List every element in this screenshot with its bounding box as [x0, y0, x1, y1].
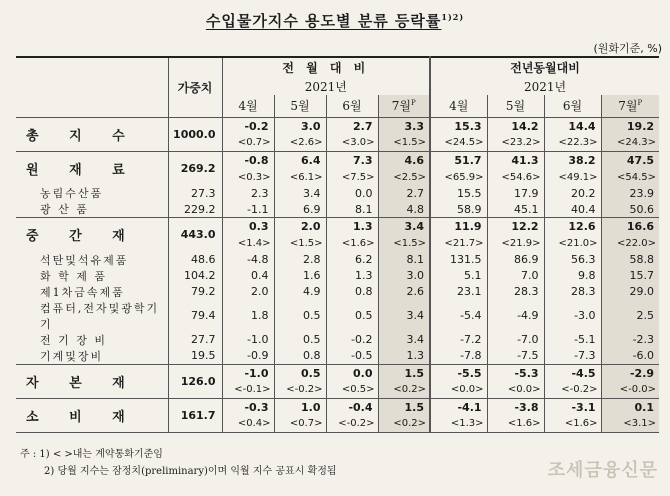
row-value: 2.6 — [378, 284, 430, 300]
row-value: 0.5 — [274, 332, 326, 348]
contract-currency-value: <0.7> — [274, 416, 326, 432]
contract-currency-value: <3.0> — [326, 135, 378, 151]
contract-currency-value: <0.2> — [378, 416, 430, 432]
row-value: -5.3 — [487, 364, 544, 382]
row-label: 컴퓨터,전자및광학기기 — [16, 300, 168, 332]
row-value: 38.2 — [544, 151, 601, 169]
row-value: 4.8 — [378, 201, 430, 218]
yoy-header: 전년동월대비 — [510, 61, 580, 75]
row-value: 2.7 — [378, 185, 430, 201]
row-value: 15.5 — [430, 185, 487, 201]
row-weight: 79.4 — [168, 300, 222, 332]
row-value: 0.0 — [326, 364, 378, 382]
table-row — [16, 252, 659, 268]
unit-label: (원화기준, %) — [593, 42, 662, 55]
mom-year: 2021년 — [222, 77, 430, 95]
contract-currency-value: <24.5> — [430, 135, 487, 151]
table-header — [16, 57, 659, 117]
row-value: 29.0 — [601, 284, 659, 300]
price-index-table — [16, 56, 659, 433]
row-value: -0.3 — [222, 398, 274, 416]
row-label: 소 비 재 — [16, 398, 168, 432]
row-value: 0.5 — [274, 300, 326, 332]
contract-currency-value: <-0.2> — [544, 382, 601, 398]
table-row — [16, 201, 659, 218]
row-value: 6.4 — [274, 151, 326, 169]
row-value: -7.2 — [430, 332, 487, 348]
row-value: 1.8 — [222, 300, 274, 332]
weight-header: 가중치 — [168, 57, 222, 117]
row-value: 14.2 — [487, 117, 544, 135]
contract-currency-value: <54.6> — [487, 169, 544, 185]
table-body — [16, 117, 659, 432]
table-row — [16, 185, 659, 201]
contract-currency-value: <1.5> — [274, 236, 326, 252]
contract-currency-value: <65.9> — [430, 169, 487, 185]
row-value: 2.0 — [222, 284, 274, 300]
row-value: 0.8 — [274, 348, 326, 365]
row-value: 0.5 — [326, 300, 378, 332]
contract-currency-value: <0.0> — [487, 382, 544, 398]
row-value: 5.1 — [430, 268, 487, 284]
row-weight: 229.2 — [168, 201, 222, 218]
row-value: 2.5 — [601, 300, 659, 332]
row-value: 8.1 — [378, 252, 430, 268]
row-value: -1.0 — [222, 364, 274, 382]
contract-currency-value: <1.5> — [378, 236, 430, 252]
row-value: 0.3 — [222, 218, 274, 236]
contract-currency-value: <49.1> — [544, 169, 601, 185]
contract-currency-value: <-0.1> — [222, 382, 274, 398]
row-value: 1.5 — [378, 364, 430, 382]
table-row — [16, 284, 659, 300]
contract-currency-value: <2.6> — [274, 135, 326, 151]
row-label: 화 학 제 품 — [16, 268, 168, 284]
table-row — [16, 398, 659, 416]
yoy-month-header: 5월 — [487, 95, 544, 117]
row-value: 15.7 — [601, 268, 659, 284]
row-value: 6.9 — [274, 201, 326, 218]
row-value: 1.3 — [326, 218, 378, 236]
row-value: -5.1 — [544, 332, 601, 348]
footnote-1: 주 : 1) < >내는 계약통화기준임 — [20, 449, 163, 460]
row-label: 원 재 료 — [16, 151, 168, 185]
row-value: -6.0 — [601, 348, 659, 365]
row-value: -1.1 — [222, 201, 274, 218]
title-footnote-mark: 1)2) — [441, 12, 465, 22]
row-value: 17.9 — [487, 185, 544, 201]
yoy-month-header: 7월$^P$ — [601, 95, 659, 117]
contract-currency-value: <1.3> — [430, 416, 487, 432]
row-value: 0.8 — [326, 284, 378, 300]
contract-currency-value: <-0.2> — [326, 416, 378, 432]
row-value: 23.1 — [430, 284, 487, 300]
row-weight: 27.7 — [168, 332, 222, 348]
contract-currency-value: <21.7> — [430, 236, 487, 252]
row-value: 4.6 — [378, 151, 430, 169]
contract-currency-value: <1.6> — [326, 236, 378, 252]
row-label: 농림수산품 — [16, 185, 168, 201]
row-value: -7.3 — [544, 348, 601, 365]
mom-month-header: 6월 — [326, 95, 378, 117]
contract-currency-value: <24.3> — [601, 135, 659, 151]
contract-currency-value: <0.7> — [222, 135, 274, 151]
contract-currency-value: <0.4> — [222, 416, 274, 432]
row-value: 28.3 — [544, 284, 601, 300]
table-row — [16, 332, 659, 348]
row-value: -0.2 — [222, 117, 274, 135]
contract-currency-value: <1.4> — [222, 236, 274, 252]
row-weight: 126.0 — [168, 364, 222, 398]
row-value: 7.0 — [487, 268, 544, 284]
row-value: 51.7 — [430, 151, 487, 169]
mom-month-header: 7월$^P$ — [378, 95, 430, 117]
row-value: -5.4 — [430, 300, 487, 332]
row-value: 45.1 — [487, 201, 544, 218]
row-value: 3.3 — [378, 117, 430, 135]
row-value: 50.6 — [601, 201, 659, 218]
row-value: -4.5 — [544, 364, 601, 382]
row-weight: 161.7 — [168, 398, 222, 432]
row-value: 0.1 — [601, 398, 659, 416]
row-value: 14.4 — [544, 117, 601, 135]
row-value: 1.5 — [378, 398, 430, 416]
row-value: -0.2 — [326, 332, 378, 348]
row-value: 3.4 — [378, 332, 430, 348]
contract-currency-value: <1.5> — [378, 135, 430, 151]
page-title — [0, 10, 670, 31]
row-label: 제1차금속제품 — [16, 284, 168, 300]
row-weight: 27.3 — [168, 185, 222, 201]
row-label: 광 산 품 — [16, 201, 168, 218]
row-value: 1.6 — [274, 268, 326, 284]
table-row — [16, 268, 659, 284]
row-value: -1.0 — [222, 332, 274, 348]
row-value: 58.8 — [601, 252, 659, 268]
row-value: 47.5 — [601, 151, 659, 169]
table-row — [16, 151, 659, 169]
row-weight: 269.2 — [168, 151, 222, 185]
row-value: 20.2 — [544, 185, 601, 201]
row-label: 자 본 재 — [16, 364, 168, 398]
row-value: 11.9 — [430, 218, 487, 236]
row-weight: 443.0 — [168, 218, 222, 252]
contract-currency-value: <1.6> — [487, 416, 544, 432]
row-weight: 104.2 — [168, 268, 222, 284]
row-value: -0.5 — [326, 348, 378, 365]
row-value: 3.0 — [274, 117, 326, 135]
row-value: 2.7 — [326, 117, 378, 135]
row-value: -5.5 — [430, 364, 487, 382]
row-weight: 19.5 — [168, 348, 222, 365]
row-value: 41.3 — [487, 151, 544, 169]
contract-currency-value: <22.0> — [601, 236, 659, 252]
contract-currency-value: <2.5> — [378, 169, 430, 185]
row-value: 6.2 — [326, 252, 378, 268]
row-weight: 79.2 — [168, 284, 222, 300]
row-value: 19.2 — [601, 117, 659, 135]
row-value: 1.3 — [378, 348, 430, 365]
row-value: 3.4 — [378, 300, 430, 332]
mom-header: 전 월 대 비 — [222, 57, 430, 77]
contract-currency-value: <22.3> — [544, 135, 601, 151]
row-label: 전 기 장 비 — [16, 332, 168, 348]
row-value: -3.0 — [544, 300, 601, 332]
row-value: 28.3 — [487, 284, 544, 300]
contract-currency-value: <21.0> — [544, 236, 601, 252]
table-row — [16, 300, 659, 332]
contract-currency-value: <-0.0> — [601, 382, 659, 398]
row-weight: 48.6 — [168, 252, 222, 268]
row-value: -4.1 — [430, 398, 487, 416]
contract-currency-value: <-0.2> — [274, 382, 326, 398]
row-value: 12.2 — [487, 218, 544, 236]
row-value: -4.9 — [487, 300, 544, 332]
table-row — [16, 117, 659, 135]
contract-currency-value: <0.5> — [326, 382, 378, 398]
footnotes — [20, 446, 337, 480]
row-value: 7.3 — [326, 151, 378, 169]
row-value: -0.4 — [326, 398, 378, 416]
row-value: 1.3 — [326, 268, 378, 284]
row-value: 2.8 — [274, 252, 326, 268]
row-value: -7.0 — [487, 332, 544, 348]
row-value: 0.5 — [274, 364, 326, 382]
table-row — [16, 348, 659, 365]
row-value: 15.3 — [430, 117, 487, 135]
row-value: 86.9 — [487, 252, 544, 268]
row-value: -7.8 — [430, 348, 487, 365]
row-value: -3.1 — [544, 398, 601, 416]
row-value: 3.4 — [378, 218, 430, 236]
row-value: 2.0 — [274, 218, 326, 236]
row-value: -2.9 — [601, 364, 659, 382]
contract-currency-value: <0.0> — [430, 382, 487, 398]
category-header — [16, 57, 168, 117]
row-value: 40.4 — [544, 201, 601, 218]
mom-month-header: 4월 — [222, 95, 274, 117]
row-value: 131.5 — [430, 252, 487, 268]
title-text: 수입물가지수 용도별 분류 등락률 — [205, 12, 442, 30]
row-value: 0.4 — [222, 268, 274, 284]
row-weight: 1000.0 — [168, 117, 222, 151]
contract-currency-value: <1.6> — [544, 416, 601, 432]
row-value: 4.9 — [274, 284, 326, 300]
row-value: 23.9 — [601, 185, 659, 201]
row-label: 중 간 재 — [16, 218, 168, 252]
row-value: -3.8 — [487, 398, 544, 416]
row-value: 1.0 — [274, 398, 326, 416]
row-value: 9.8 — [544, 268, 601, 284]
contract-currency-value: <0.2> — [378, 382, 430, 398]
contract-currency-value: <54.5> — [601, 169, 659, 185]
row-value: 3.0 — [378, 268, 430, 284]
row-value: -7.5 — [487, 348, 544, 365]
contract-currency-value: <3.1> — [601, 416, 659, 432]
table-row — [16, 218, 659, 236]
row-value: -0.9 — [222, 348, 274, 365]
row-value: 12.6 — [544, 218, 601, 236]
table-row — [16, 364, 659, 382]
row-value: 58.9 — [430, 201, 487, 218]
footnote-2: 2) 당월 지수는 잠정치(preliminary)이며 익월 지수 공표시 확정됨 — [44, 466, 337, 477]
row-label: 총 지 수 — [16, 117, 168, 151]
contract-currency-value: <21.9> — [487, 236, 544, 252]
row-value: 0.0 — [326, 185, 378, 201]
row-value: -0.8 — [222, 151, 274, 169]
row-value: 16.6 — [601, 218, 659, 236]
row-value: 56.3 — [544, 252, 601, 268]
yoy-year: 2021년 — [523, 79, 567, 94]
row-value: 8.1 — [326, 201, 378, 218]
mom-month-header: 5월 — [274, 95, 326, 117]
contract-currency-value: <23.2> — [487, 135, 544, 151]
row-label: 기계및장비 — [16, 348, 168, 365]
yoy-month-header: 4월 — [430, 95, 487, 117]
contract-currency-value: <7.5> — [326, 169, 378, 185]
row-label: 석탄및석유제품 — [16, 252, 168, 268]
contract-currency-value: <0.3> — [222, 169, 274, 185]
row-value: -4.8 — [222, 252, 274, 268]
row-value: -2.3 — [601, 332, 659, 348]
contract-currency-value: <6.1> — [274, 169, 326, 185]
row-value: 3.4 — [274, 185, 326, 201]
row-value: 2.3 — [222, 185, 274, 201]
yoy-month-header: 6월 — [544, 95, 601, 117]
watermark-logo: 조세금융신문 — [547, 460, 658, 481]
